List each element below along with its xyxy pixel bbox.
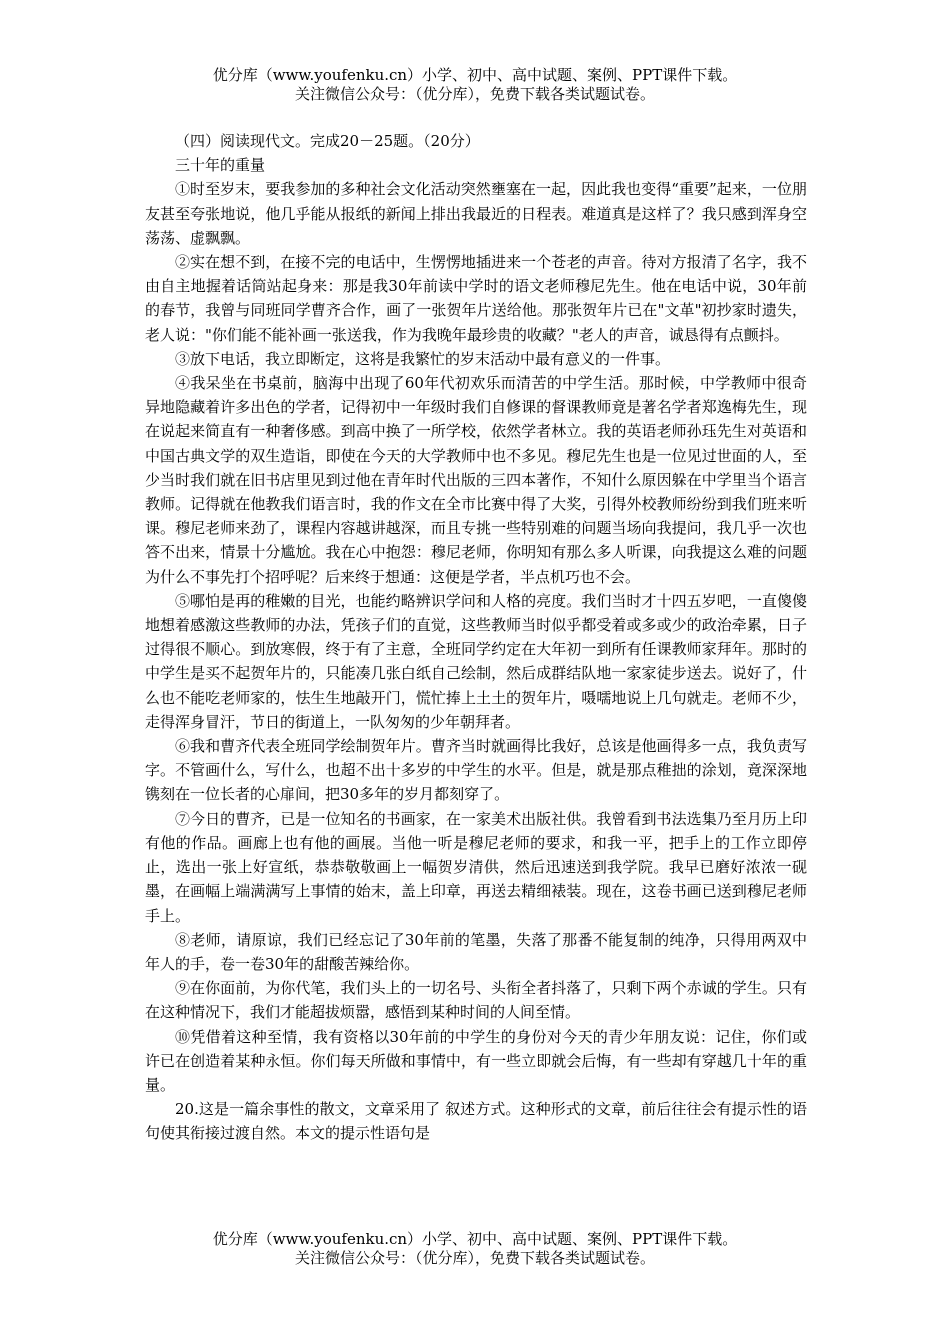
paragraph-10: ⑩凭借着这种至情，我有资格以30年前的中学生的身份对今天的青少年朋友说：记住，你们或许已在创造着某种永恒。你们每天所做和事情中，有一些立即就会后悔，有一些却有穿越几十年的重量。: [145, 1027, 807, 1094]
footer-line-1: 优分库（www.youfenku.cn）小学、初中、高中试题、案例、PPT课件下载。: [212, 1230, 738, 1248]
question-20: 20.这是一篇余事性的散文，文章采用了 叙述方式。这种形式的文章，前后往往会有提示性的语句使其衔接过渡自然。本文的提示性语句是: [145, 1100, 807, 1143]
header-line-1: 优分库（www.youfenku.cn）小学、初中、高中试题、案例、PPT课件下载。: [212, 66, 738, 84]
paragraph-8: ⑧老师，请原谅，我们已经忘记了30年前的笔墨，失落了那番不能复制的纯净，只得用两双中年人的手，卷一卷30年的甜酸苦辣给你。: [145, 930, 807, 973]
page-footer: [0, 1230, 950, 1268]
paragraph-9: ⑨在你面前，为你代笔，我们头上的一切名号、头衔全者抖落了，只剩下两个赤诚的学生。只有在这种情况下，我们才能超拔烦嚣，感悟到某种时间的人间至情。: [145, 979, 807, 1022]
header-line-2: 关注微信公众号：（优分库），免费下载各类试题试卷。: [294, 85, 655, 103]
paragraph-1: ①时至岁末，要我参加的多种社会文化活动突然壅塞在一起，因此我也变得“重要”起来，一位朋友甚至夸张地说，他几乎能从报纸的新闻上排出我最近的日程表。难道真是这样了？我只感到浑身空荡荡、虚飘飘。: [145, 180, 807, 247]
paragraph-3: ③放下电话，我立即断定，这将是我繁忙的岁末活动中最有意义的一件事。: [175, 349, 671, 368]
footer-line-2: 关注微信公众号：（优分库），免费下载各类试题试卷。: [294, 1249, 655, 1267]
reading-passage: [145, 129, 807, 1146]
page-header: [0, 66, 950, 104]
paragraph-2: ②实在想不到，在接不完的电话中，生愣愣地插进来一个苍老的声音。待对方报清了名字，我不由自主地握着话筒站起身来：那是我30年前读中学时的语文老师穆尼先生。他在电话中说，30年前的春节，我曾与同班同学曹齐合作，画了一张贺年片送给他。那张贺年片已在"文革"初抄家时遗失，老人说："你们能不能补画一张送我，作为我晚年最珍贵的收藏？"老人的声音，诚恳得有点颤抖。: [145, 253, 807, 344]
paragraph-5: ⑤哪怕是再的稚嫩的目光，也能约略辨识学问和人格的亮度。我们当时才十四五岁吧，一直傻傻地想着感激这些教师的办法，凭孩子们的直觉，这些教师当时似乎都受着或多或少的政治牵累，日子过得很不顺心。到放寒假，终于有了主意，全班同学约定在大年初一到所有任课教师家拜年。那时的中学生是买不起贺年片的，只能凑几张白纸自己绘制，然后成群结队地一家家徒步送去。说好了，什么也不能吃老师家的，怯生生地敲开门，慌忙捧上土土的贺年片，嗫嚅地说上几句就走。老师不少，走得浑身冒汗，节日的街道上，一队匆匆的少年朝拜者。: [145, 591, 807, 731]
article-title: 三十年的重量: [175, 156, 266, 175]
paragraph-6: ⑥我和曹齐代表全班同学绘制贺年片。曹齐当时就画得比我好，总该是他画得多一点，我负责写字。不管画什么，写什么，也超不出十多岁的中学生的水平。但是，就是那点稚拙的涂划，竟深深地镌刻在一位长者的心扉间，把30多年的岁月都刻穿了。: [145, 737, 807, 804]
section-heading: （四）阅读现代文。完成20－25题。（20分）: [175, 132, 480, 150]
paragraph-7: ⑦今日的曹齐，已是一位知名的书画家，在一家美术出版社供。我曾看到书法选集乃至月历上印有他的作品。画廊上也有他的画展。当他一听是穆尼老师的要求，和我一平，把手上的工作立即停止，选出一张上好宣纸，恭恭敬敬画上一幅贺岁清供，然后迅速送到我学院。我早已磨好浓浓一砚墨，在画幅上端满满写上事情的始末，盖上印章，再送去精细裱装。现在，这卷书画已送到穆尼老师手上。: [145, 809, 807, 925]
paragraph-4: ④我呆坐在书桌前，脑海中出现了60年代初欢乐而清苦的中学生活。那时候，中学教师中很奇异地隐藏着许多出色的学者，记得初中一年级时我们自修课的督课教师竟是著名学者郑逸梅先生，现在说起来简直有一种奢侈感。到高中换了一所学校，依然学者林立。我的英语老师孙珏先生对英语和中国古典文学的双生造诣，即使在今天的大学教师中也不多见。穆尼先生也是一位见过世面的人，至少当时我们就在旧书店里见到过他在青年时代出版的三四本著作，不知什么原因躲在中学里当个语言教师。记得就在他教我们语言时，我的作文在全市比赛中得了大奖，引得外校教师纷纷到我们班来听课。穆尼老师来劲了，课程内容越讲越深，而且专挑一些特别难的问题当场向我提问，我几乎一次也答不出来，情景十分尴尬。我在心中抱怨：穆尼老师，你明知有那么多人听课，向我提这么难的问题为什么不事先打个招呼呢？后来终于想通：这便是学者，半点机巧也不会。: [145, 374, 807, 586]
